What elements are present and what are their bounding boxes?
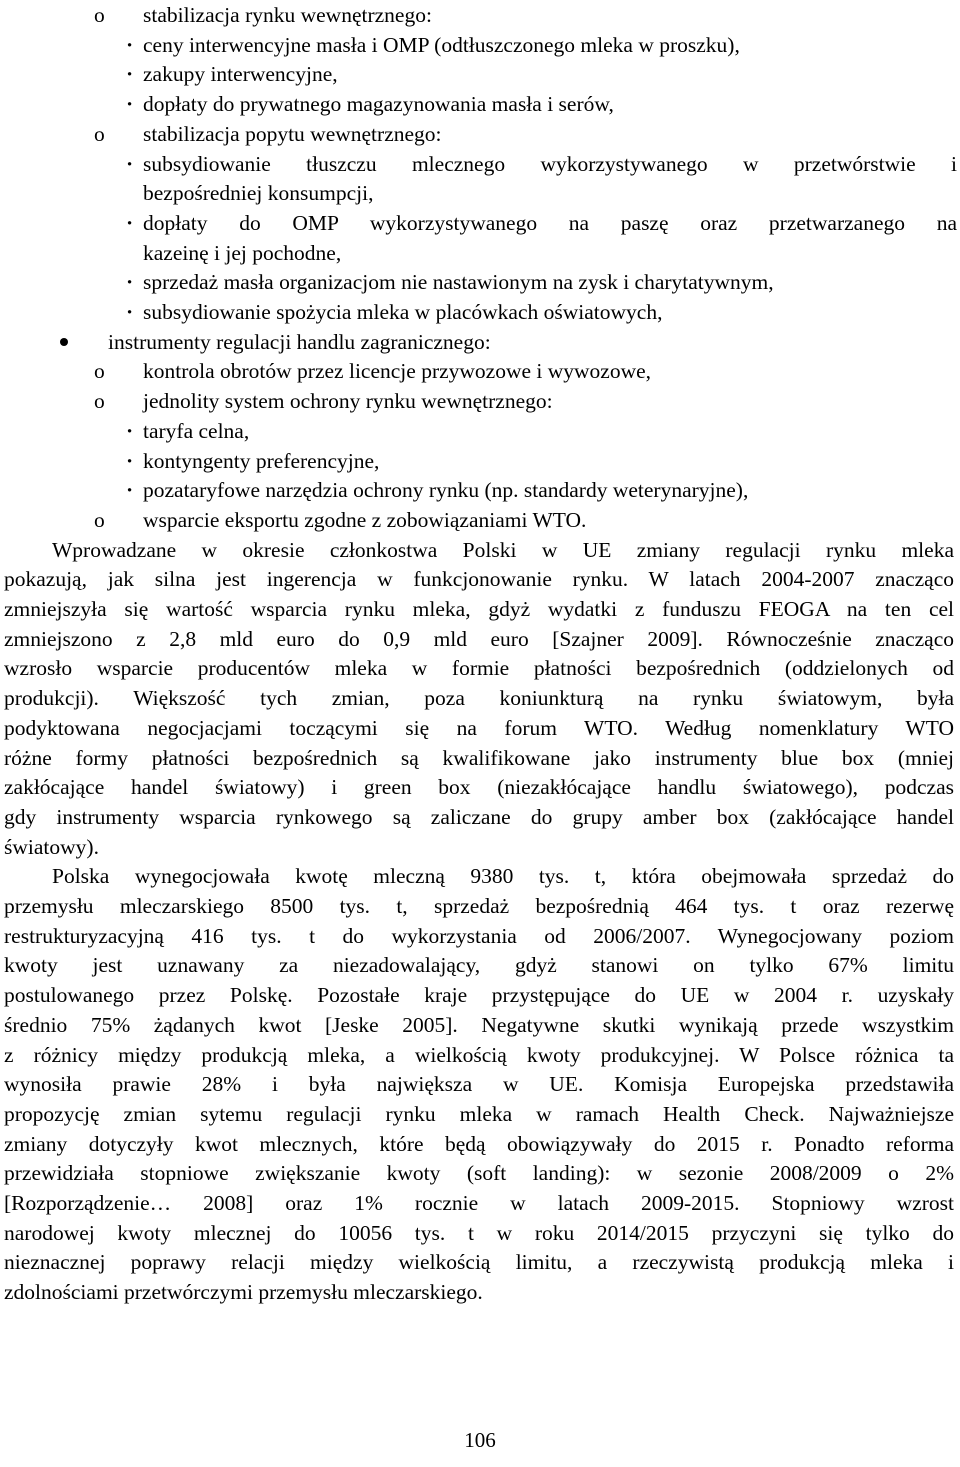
sub-bullet-icon: o — [94, 359, 105, 384]
list-item-text: bezpośredniej konsumpcji, — [143, 181, 374, 206]
list-item-text: kontrola obrotów przez licencje przywozowe i wywozowe, — [143, 359, 652, 384]
sub-bullet-icon: o — [94, 389, 105, 414]
paragraph-line: nieznacznej poprawy relacji między wielkością limitu, a rzeczywistą produkcją mleka i — [4, 1250, 954, 1275]
list-item-text: jednolity system ochrony rynku wewnętrznego: — [143, 389, 553, 414]
list-item-text: kazeinę i jej pochodne, — [143, 240, 342, 265]
paragraph-line: przemysłu mleczarskiego 8500 tys. t, sprzedaż bezpośrednią 464 tys. t oraz rezerwę — [4, 894, 954, 918]
paragraph-line: podyktowana negocjacjami toczącymi się na forum WTO. Według nomenklatury WTO — [4, 715, 954, 740]
paragraph-line: przewidziała stopniowe zwiększanie kwoty (soft landing): w sezonie 2008/2009 o 2% — [4, 1161, 954, 1186]
paragraph-line: zdolnościami przetwórczymi przemysłu mleczarskiego. — [4, 1280, 483, 1305]
paragraph-line: średnio 75% żądanych kwot [Jeske 2005]. Negatywne skutki wynikają przede wszystkim — [4, 1012, 954, 1037]
dot-bullet-icon: · — [126, 62, 134, 87]
paragraph-line: gdy instrumenty wsparcia rynkowego są zaliczane do grupy amber box (zakłócające handel — [4, 804, 954, 829]
list-item-text: dopłaty do prywatnego magazynowania masła i serów, — [143, 92, 614, 117]
paragraph-line: Polska wynegocjowała kwotę mleczną 9380 tys. t, która obejmowała sprzedaż do — [52, 864, 954, 889]
paragraph-line: zmniejszono z 2,8 mld euro do 0,9 mld euro [Szajner 2009]. Równocześnie znacząco — [4, 626, 954, 651]
dot-bullet-icon: · — [126, 151, 134, 176]
paragraph-line: zakłócające handel światowy) i green box (niezakłócające handlu światowego), podczas — [4, 775, 954, 800]
paragraph-line: restrukturyzacyjną 416 tys. t do wykorzystania od 2006/2007. Wynegocjowany poziom — [4, 923, 954, 948]
paragraph-line: zmniejszyła się wartość wsparcia rynku mleka, gdyż wydatki z funduszu FEOGA na ten cel — [4, 597, 954, 621]
list-item-text: kontyngenty preferencyjne, — [143, 448, 380, 473]
dot-bullet-icon: · — [126, 32, 134, 57]
paragraph-line: [Rozporządzenie… 2008] oraz 1% rocznie w latach 2009-2015. Stopniowy wzrost — [4, 1191, 954, 1215]
paragraph-line: narodowej kwoty mlecznej do 10056 tys. t w roku 2014/2015 przyczyni się tylko do — [4, 1220, 954, 1245]
bullet-icon — [60, 338, 68, 346]
paragraph-line: światowy). — [4, 834, 99, 859]
paragraph-line: wzrosło wsparcie producentów mleka w formie płatności bezpośrednich (oddzielonych od — [4, 656, 954, 681]
paragraph-line: wynosiła prawie 28% i była największa w UE. Komisja Europejska przedstawiła — [4, 1072, 954, 1097]
paragraph-line: produkcji). Większość tych zmian, poza koniunkturą na rynku światowym, była — [4, 686, 954, 711]
dot-bullet-icon: · — [126, 418, 134, 443]
list-item-text: wsparcie eksportu zgodne z zobowiązaniami WTO. — [143, 507, 587, 532]
paragraph-line: Wprowadzane w okresie członkostwa Polski w UE zmiany regulacji rynku mleka — [52, 537, 954, 562]
list-item-text: stabilizacja rynku wewnętrznego: — [143, 3, 432, 27]
paragraph-line: różne formy płatności bezpośrednich są kwalifikowane jako instrumenty blue box (mniej — [4, 745, 954, 770]
paragraph-line: propozycję zmian sytemu regulacji rynku mleka w ramach Health Check. Najważniejsze — [4, 1101, 954, 1126]
paragraph-line: kwoty jest uznawany za niezadowalający, gdyż stanowi on tylko 67% limitu — [4, 953, 954, 978]
list-item-text: sprzedaż masła organizacjom nie nastawionym na zysk i charytatywnym, — [143, 270, 774, 295]
dot-bullet-icon: · — [126, 448, 134, 473]
list-item-text: subsydiowanie spożycia mleka w placówkach oświatowych, — [143, 300, 663, 324]
sub-bullet-icon: o — [94, 121, 105, 146]
list-item-text: ceny interwencyjne masła i OMP (odtłuszczonego mleka w proszku), — [143, 32, 740, 57]
list-item-text: subsydiowanie tłuszczu mlecznego wykorzystywanego w przetwórstwie i — [143, 151, 957, 176]
page-number: 106 — [464, 1428, 496, 1452]
sub-bullet-icon: o — [94, 3, 105, 27]
dot-bullet-icon: · — [126, 270, 134, 295]
list-item-text: taryfa celna, — [143, 418, 250, 443]
paragraph-line: postulowanego przez Polskę. Pozostałe kraje przystępujące do UE w 2004 r. uzyskały — [4, 983, 954, 1008]
dot-bullet-icon: · — [126, 300, 134, 324]
list-item-text: pozataryfowe narzędzia ochrony rynku (np. standardy weterynaryjne), — [143, 478, 749, 503]
list-item-text: zakupy interwencyjne, — [143, 62, 338, 87]
list-item-text: dopłaty do OMP wykorzystywanego na paszę oraz przetwarzanego na — [143, 210, 957, 235]
list-item-text: stabilizacja popytu wewnętrznego: — [143, 121, 442, 146]
paragraph-line: z różnicy między produkcją mleka, a wielkością kwoty produkcyjnej. W Polsce różnica ta — [4, 1042, 954, 1067]
sub-bullet-icon: o — [94, 507, 105, 532]
paragraph-line: pokazują, jak silna jest ingerencja w funkcjonowanie rynku. W latach 2004-2007 znacząco — [4, 567, 954, 592]
list-item-text: instrumenty regulacji handlu zagranicznego: — [108, 329, 491, 354]
paragraph-line: zmiany dotyczyły kwot mlecznych, które będą obowiązywały do 2015 r. Ponadto reforma — [4, 1131, 954, 1156]
dot-bullet-icon: · — [126, 478, 134, 503]
dot-bullet-icon: · — [126, 210, 134, 235]
dot-bullet-icon: · — [126, 92, 134, 117]
